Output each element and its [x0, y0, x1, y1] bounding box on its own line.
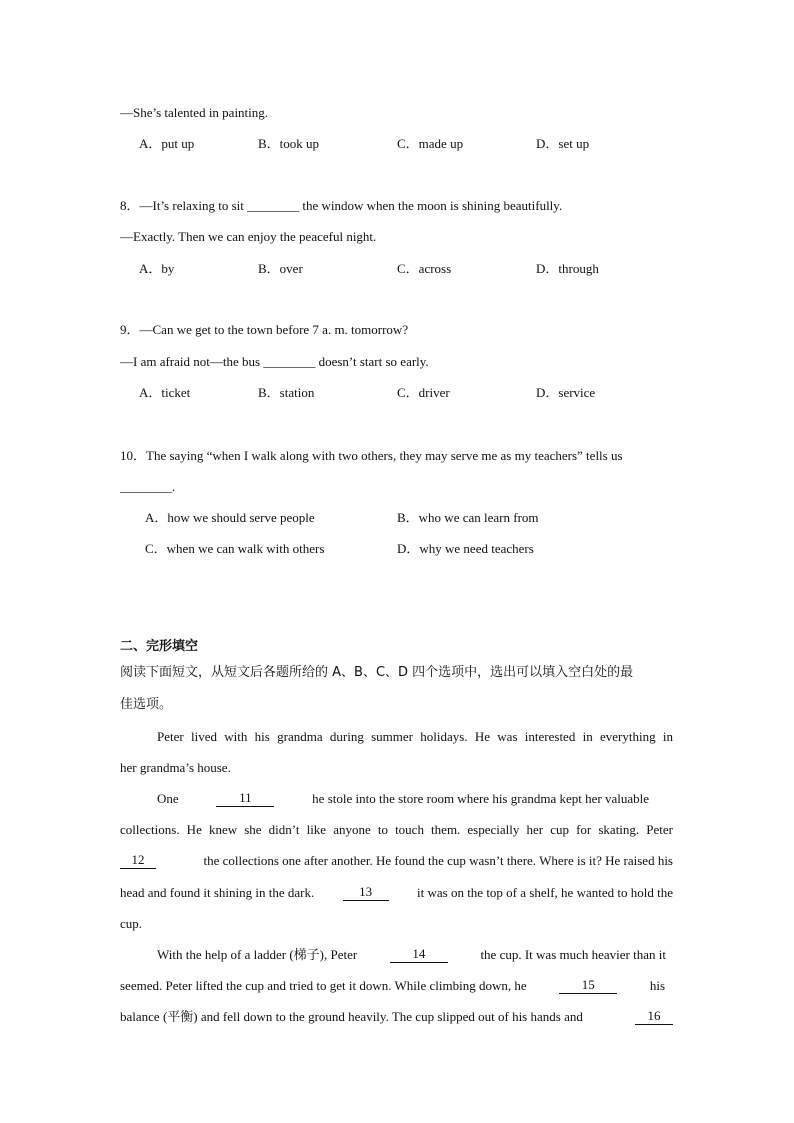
q7-option-b: B．took up	[258, 136, 320, 151]
section-heading: 二、完形填空	[120, 639, 199, 654]
q8-option-c: C．across	[397, 261, 452, 276]
q9-option-b: B．station	[258, 385, 315, 400]
q10-option-a: A．how we should serve people	[145, 510, 315, 525]
passage-p3-line1	[157, 947, 666, 963]
passage-p2-line2: collections. He knew she didn’t like anyone to touch them. especially her cup for skating. Peter	[120, 822, 673, 837]
p3-line1-end: the cup. It was much heavier than it	[480, 947, 666, 962]
passage-p1-line1-text: Peter lived with his grandma during summer holidays. He was interested in everything in	[157, 729, 673, 744]
blank-11: 11	[216, 791, 274, 807]
p2-line1-start: One	[157, 791, 179, 806]
q10-option-c: C．when we can walk with others	[145, 541, 325, 556]
p2-line4-end: it was on the top of a shelf, he wanted to hold the	[417, 885, 673, 900]
blank-16: 16	[635, 1009, 673, 1025]
p2-line3-end: the collections one after another. He found the cup wasn’t there. Where is it? He raised his	[203, 853, 673, 868]
q9-line1: 9．—Can we get to the town before 7 a. m. tomorrow?	[120, 322, 409, 337]
p3-line2-start: seemed. Peter lifted the cup and tried to get it down. While climbing down, he	[120, 978, 527, 993]
p3-line2-end: his	[649, 978, 665, 993]
q7-option-d: D．set up	[536, 136, 590, 151]
q7-option-c: C．made up	[397, 136, 464, 151]
p2-line1-end: he stole into the store room where his grandma kept her valuable	[312, 791, 649, 806]
q8-option-a: A．by	[139, 261, 175, 276]
q7-answer-line: —She’s talented in painting.	[120, 105, 269, 120]
instruction-line1: 阅读下面短文，从短文后各题所给的 A、B、C、D 四个选项中，选出可以填入空白处的最	[120, 665, 634, 680]
q9-option-a: A．ticket	[139, 385, 191, 400]
blank-13: 13	[343, 885, 389, 901]
q9-option-c: C．driver	[397, 385, 450, 400]
q9-line2: —I am afraid not—the bus ________ doesn’t start so early.	[120, 354, 429, 369]
blank-15: 15	[559, 978, 617, 994]
q7-option-a: A．put up	[139, 136, 195, 151]
p2-line4-start: head and found it shining in the dark.	[120, 885, 315, 900]
q8-line1: 8．—It’s relaxing to sit ________ the window when the moon is shining beautifully.	[120, 198, 563, 213]
passage-p2-line5: cup.	[120, 916, 143, 931]
instruction-line2: 佳选项。	[120, 697, 173, 712]
passage-p3-line2	[120, 978, 665, 994]
p3-line1-start: With the help of a ladder (梯子), Peter	[157, 947, 358, 962]
passage-p2-line3	[120, 853, 673, 869]
passage-p3-line3	[120, 1009, 673, 1025]
q9-option-d: D．service	[536, 385, 596, 400]
blank-14: 14	[390, 947, 448, 963]
passage-p1-line2: her grandma’s house.	[120, 760, 231, 775]
q10-line1: 10．The saying “when I walk along with two others, they may serve me as my teachers” tells us	[120, 448, 623, 463]
p3-line3-start: balance (平衡) and fell down to the ground heavily. The cup slipped out of his hands and	[120, 1009, 583, 1024]
q10-option-b: B．who we can learn from	[397, 510, 539, 525]
passage-p2-line4	[120, 885, 673, 901]
q8-option-b: B．over	[258, 261, 303, 276]
q10-line2: ________.	[120, 479, 176, 494]
q8-line2: —Exactly. Then we can enjoy the peaceful night.	[120, 229, 377, 244]
passage-p2-line1	[157, 791, 649, 807]
blank-12: 12	[120, 853, 156, 869]
q8-option-d: D．through	[536, 261, 599, 276]
q10-option-d: D．why we need teachers	[397, 541, 534, 556]
